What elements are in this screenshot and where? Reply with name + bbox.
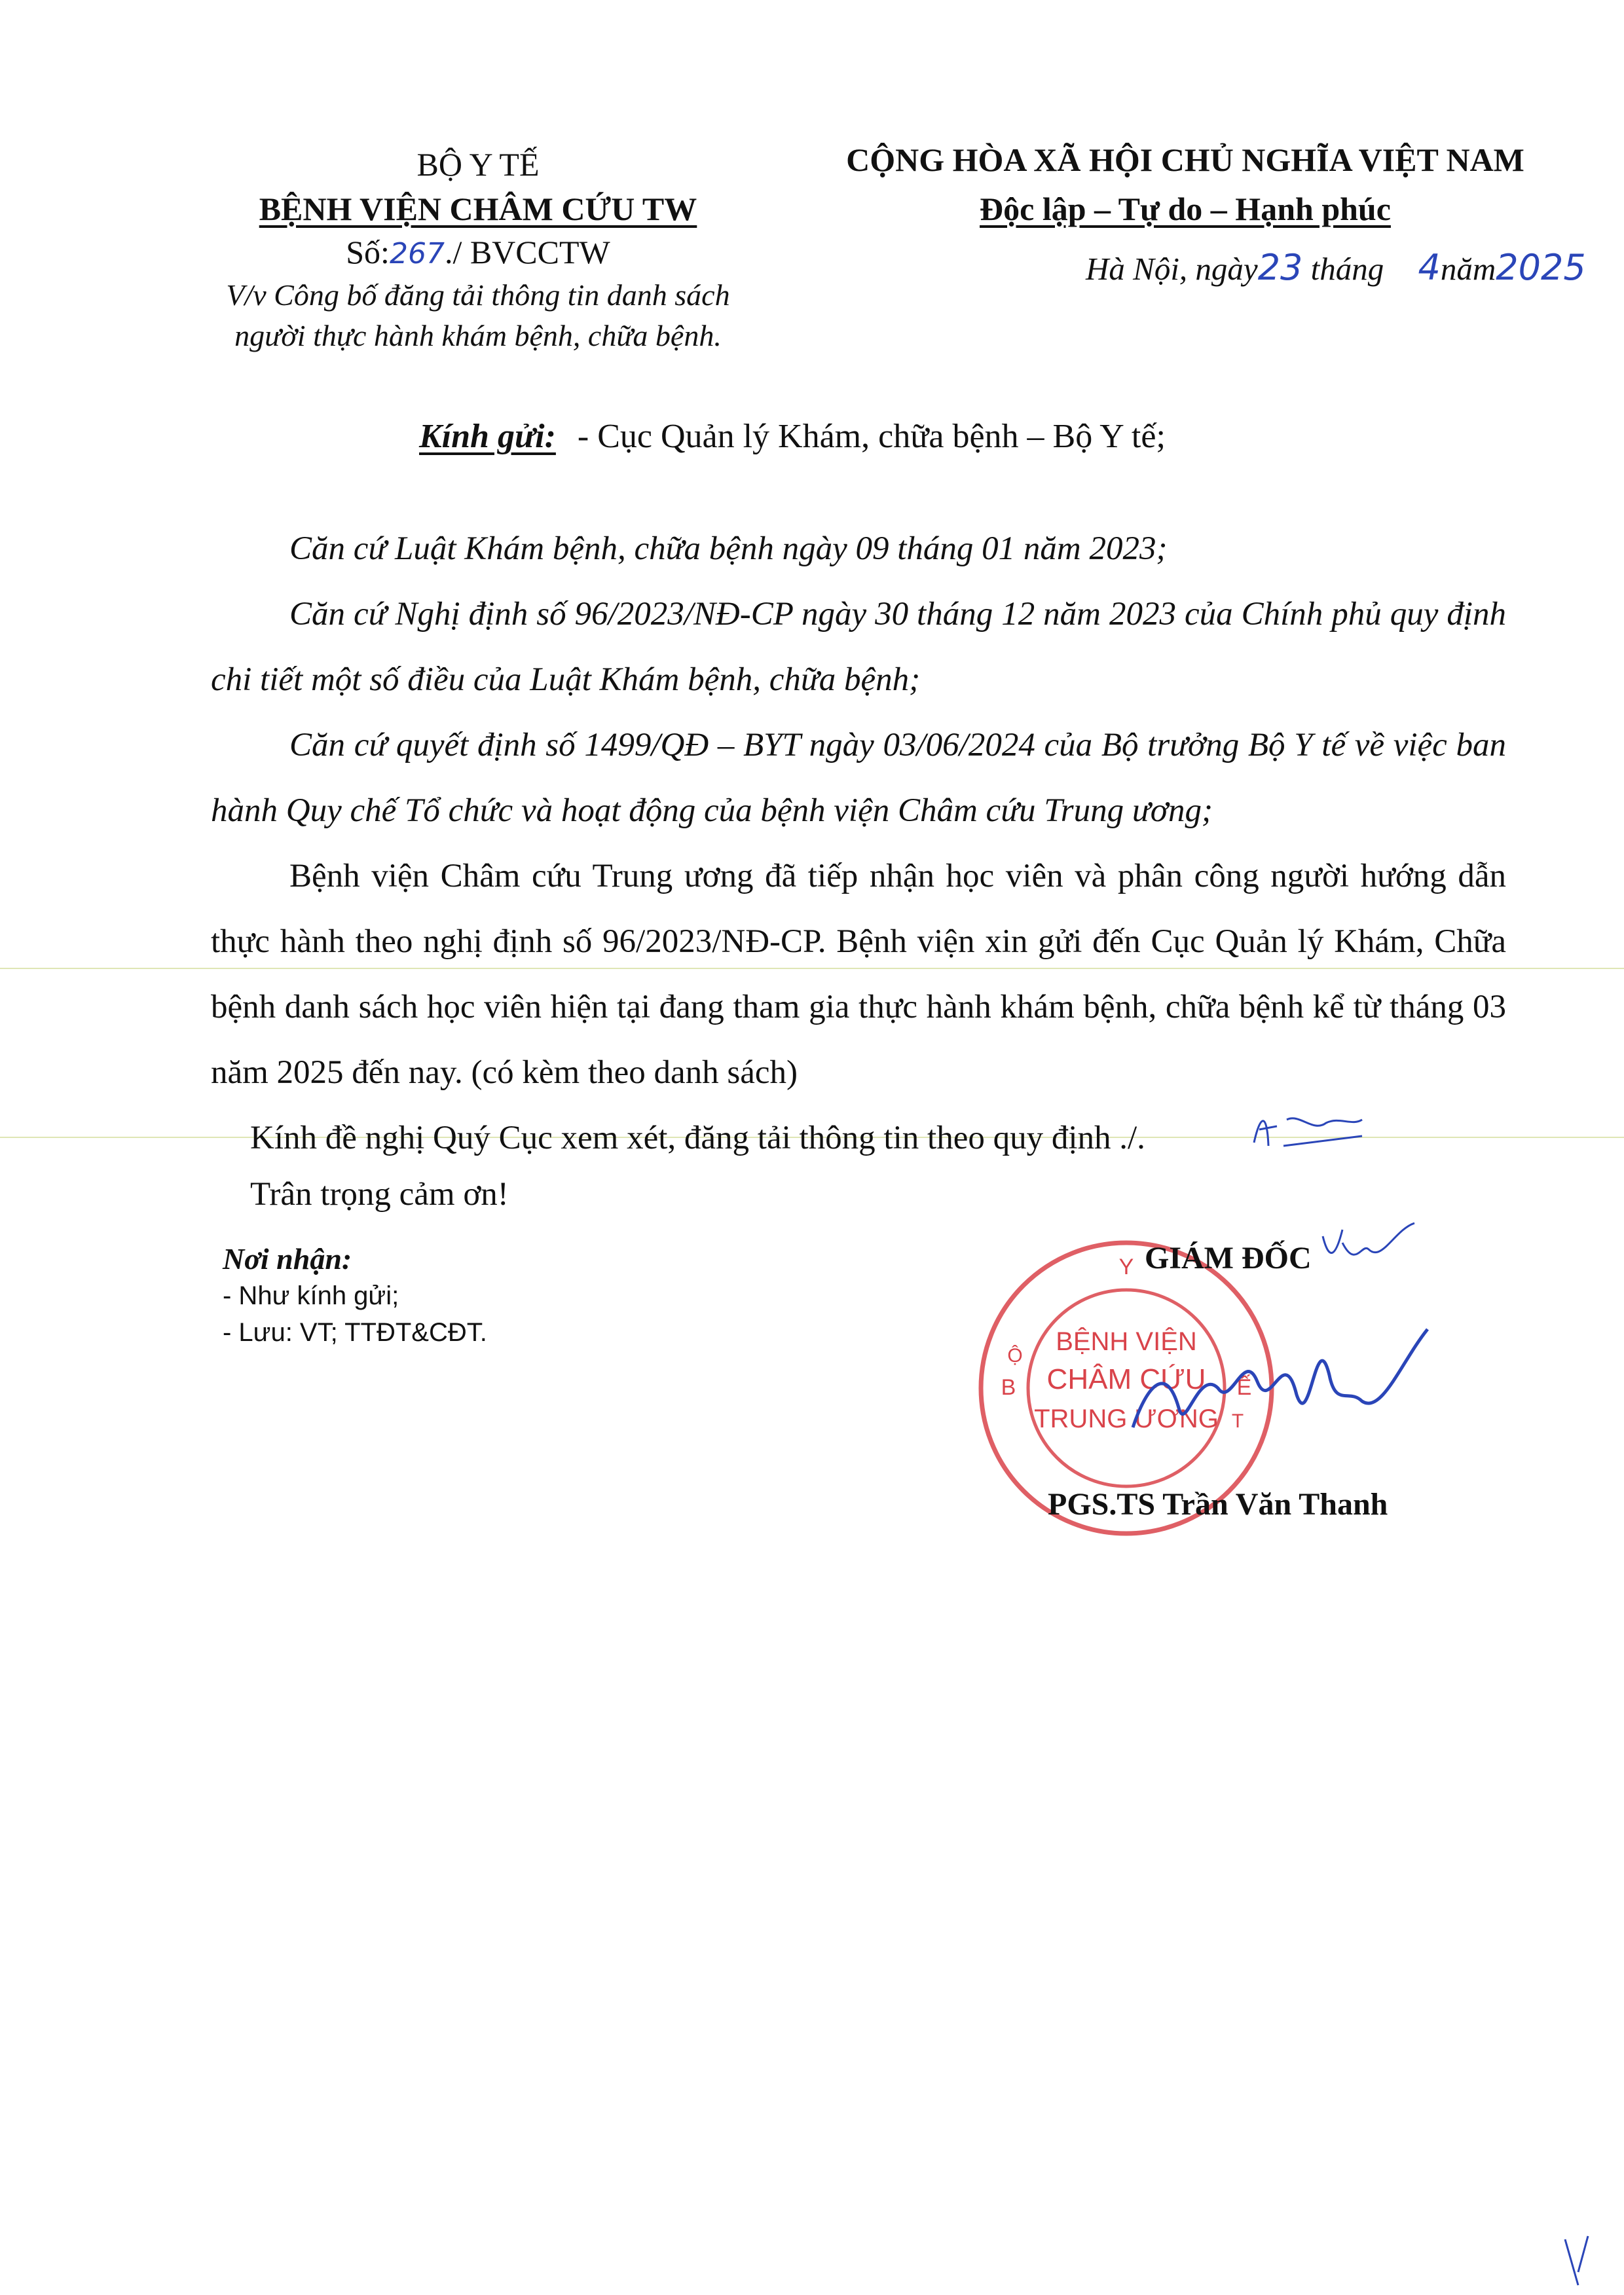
basis-line-2: Căn cứ Nghị định số 96/2023/NĐ-CP ngày 30 tháng 12 năm 2023 của Chính phủ quy định chi tiết một số điều của Luật Khám bệnh, chữa bệnh;	[211, 596, 1506, 698]
handwritten-number: 267	[389, 237, 445, 270]
svg-text:Ế: Ế	[1236, 1375, 1252, 1400]
svg-text:Y: Y	[1118, 1255, 1134, 1279]
date-line: Hà Nội, ngày23 tháng 4năm2025	[1086, 247, 1586, 288]
recipients-item-2: - Lưu: VT; TTĐT&CĐT.	[223, 1318, 487, 1347]
basis-line-3: Căn cứ quyết định số 1499/QĐ – BYT ngày 03/06/2024 của Bộ trưởng Bộ Y tế về việc ban hành Quy chế Tổ chức và hoạt động của bệnh viện Châm cứu Trung ương;	[211, 727, 1506, 829]
svg-text:T: T	[1231, 1410, 1244, 1432]
recipient-line	[419, 414, 1166, 460]
page-corner-mark	[1559, 2233, 1598, 2292]
header-right	[805, 139, 1565, 228]
handwritten-month: 4	[1418, 247, 1441, 288]
request-line: Kính đề nghị Quý Cục xem xét, đăng tải thông tin theo quy định ./.	[250, 1120, 1145, 1156]
initials-scribble	[1247, 1107, 1372, 1159]
thanks-line: Trân trọng cảm ơn!	[250, 1176, 509, 1213]
handwritten-year: 2025	[1496, 247, 1586, 288]
stamp-line-1: BỆNH VIỆN	[1056, 1327, 1197, 1356]
recipients-block	[223, 1241, 487, 1351]
svg-text:Ộ: Ộ	[1007, 1345, 1023, 1367]
recipients-item-1: - Như kính gửi;	[223, 1281, 399, 1310]
subject-line: V/v Công bố đăng tải thông tin danh sách người thực hành khám bệnh, chữa bệnh.	[226, 278, 730, 352]
basis-line-1: Căn cứ Luật Khám bệnh, chữa bệnh ngày 09 tháng 01 năm 2023;	[289, 530, 1168, 567]
header-left	[216, 144, 740, 274]
document-number: Số:267./ BVCCTW	[346, 234, 610, 270]
stamp-line-2: CHÂM CỨU	[1046, 1363, 1206, 1395]
signer-name: PGS.TS Trần Văn Thanh	[1048, 1487, 1388, 1522]
motto: Độc lập – Tự do – Hạnh phúc	[980, 191, 1391, 227]
body-paragraph: Bệnh viện Châm cứu Trung ương đã tiếp nhận học viên và phân công người hướng dẫn thực hành theo nghị định số 96/2023/NĐ-CP. Bệnh viện xin gửi đến Cục Quản lý Khám, Chữa bệnh danh sách học viên hiện tại đang tham gia thực hành khám bệnh, chữa bệnh kể từ tháng 03 năm 2025 đến nay. (có kèm theo danh sách)	[211, 858, 1506, 1091]
stamp-line-3: TRUNG ƯƠNG	[1034, 1405, 1219, 1433]
initial-mark	[1316, 1217, 1421, 1276]
hospital-name: BỆNH VIỆN CHÂM CỨU TW	[259, 191, 697, 227]
svg-text:B: B	[1001, 1375, 1016, 1400]
signature-scribble	[1120, 1310, 1434, 1454]
handwritten-day: 23	[1257, 247, 1303, 288]
country-name: CỘNG HÒA XÃ HỘI CHỦ NGHĨA VIỆT NAM	[846, 141, 1524, 178]
ministry-name: BỘ Y TẾ	[416, 146, 540, 183]
recipient-label: Kính gửi:	[419, 418, 556, 455]
recipient-text: - Cục Quản lý Khám, chữa bệnh – Bộ Y tế;	[577, 418, 1166, 455]
recipients-title: Nơi nhận:	[223, 1242, 352, 1276]
signature-title: GIÁM ĐỐC	[1145, 1241, 1312, 1276]
